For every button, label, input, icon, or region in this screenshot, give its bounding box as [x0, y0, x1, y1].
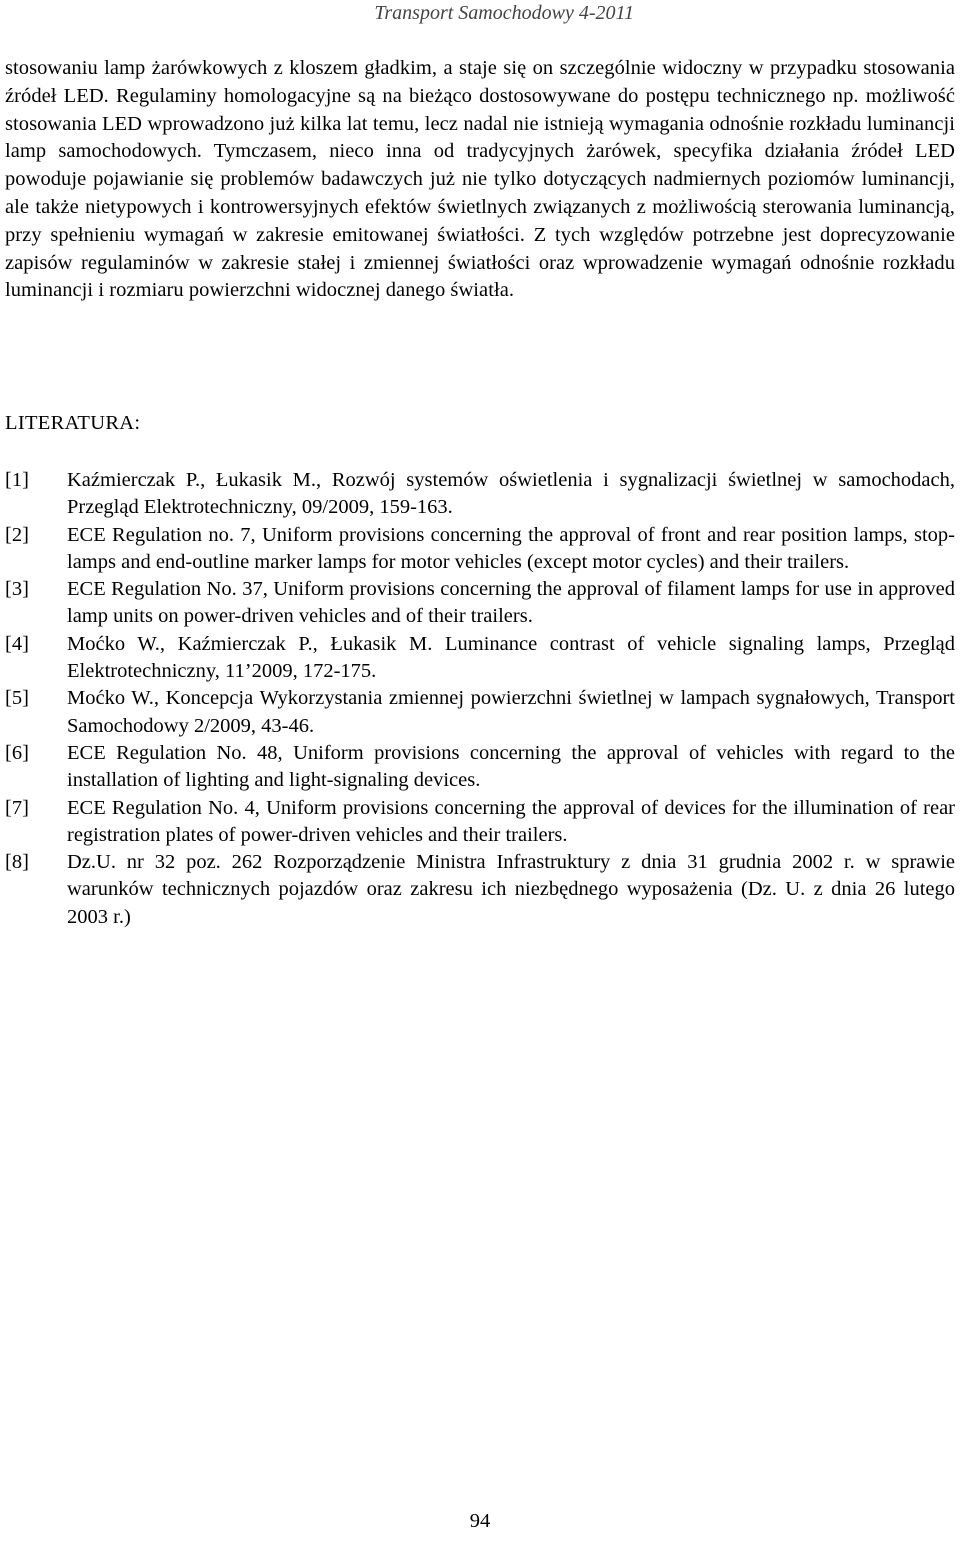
reference-list [5, 467, 955, 931]
reference-text: Dz.U. nr 32 poz. 262 Rozporządzenie Ministra Infrastruktury z dnia 31 grudnia 2002 r. w sprawie warunków technicznych pojazdów oraz zakresu ich niezbędnego wyposażenia (Dz. U. z dnia 26 lutego 2003 r.) [67, 851, 955, 928]
reference-item [5, 631, 955, 686]
reference-item [5, 522, 955, 577]
reference-number: [7] [5, 796, 29, 819]
reference-text: ECE Regulation no. 7, Uniform provisions concerning the approval of front and rear position lamps, stop-lamps and end-outline marker lamps for motor vehicles (except motor cycles) and their trailers. [67, 523, 955, 573]
reference-number: [5] [5, 687, 29, 710]
reference-item [5, 849, 955, 931]
reference-number: [4] [5, 632, 29, 655]
reference-number: [3] [5, 578, 29, 601]
reference-number: [1] [5, 469, 29, 491]
reference-number: [6] [5, 741, 29, 764]
body-paragraph: stosowaniu lamp żarówkowych z kloszem gładkim, a staje się on szczególnie widoczny w przypadku stosowania źródeł LED. Regulaminy homologacyjne są na bieżąco dostosowywane do postępu technicznego np. możliwość stosowania LED wprowadzono już kilka lat temu, lecz nadal nie istnieją wymagania odnośnie rozkładu luminancji lamp samochodowych. Tymczasem, nieco inna od tradycyjnych żarówek, specyfika działania źródeł LED powoduje pojawianie się problemów badawczych już nie tylko dotyczących nadmiernych poziomów luminancji, ale także nietypowych i kontrowersyjnych efektów świetlnych związanych z możliwością sterowania luminancją, przy spełnieniu wymagań w zakresie emitowanej światłości. Z tych względów potrzebne jest doprecyzowanie zapisów regulaminów w zakresie stałej i zmiennej światłości oraz wprowadzenie wymagań odnośnie rozkładu luminancji i rozmiaru powierzchni widocznej danego światła. [5, 57, 955, 302]
running-header: Transport Samochodowy 4-2011 [374, 2, 634, 24]
reference-item [5, 685, 955, 740]
page-number: 94 [469, 1510, 491, 1532]
reference-text: Kaźmierczak P., Łukasik M., Rozwój systemów oświetlenia i sygnalizacji świetlnej w samochodach, Przegląd Elektrotechniczny, 09/2009, 159-163. [67, 469, 955, 519]
reference-text: ECE Regulation No. 37, Uniform provisions concerning the approval of filament lamps for use in approved lamp units on power-driven vehicles and of their trailers. [67, 578, 955, 628]
reference-number: [8] [5, 851, 29, 874]
reference-text: Moćko W., Kaźmierczak P., Łukasik M. Luminance contrast of vehicle signaling lamps, Przegląd Elektrotechniczny, 11’2009, 172-175. [67, 632, 955, 683]
reference-text: ECE Regulation No. 4, Uniform provisions concerning the approval of devices for the illumination of rear registration plates of power-driven vehicles and their trailers. [67, 796, 955, 846]
reference-text: Moćko W., Koncepcja Wykorzystania zmiennej powierzchni świetlnej w lampach sygnałowych, Transport Samochodowy 2/2009, 43-46. [67, 687, 955, 737]
reference-item [5, 740, 955, 795]
reference-text: ECE Regulation No. 48, Uniform provisions concerning the approval of vehicles with regard to the installation of lighting and light-signaling devices. [67, 741, 955, 792]
reference-item [5, 795, 955, 850]
reference-item [5, 576, 955, 631]
reference-number: [2] [5, 523, 29, 546]
reference-item [5, 467, 955, 522]
literature-heading: LITERATURA: [5, 412, 141, 434]
